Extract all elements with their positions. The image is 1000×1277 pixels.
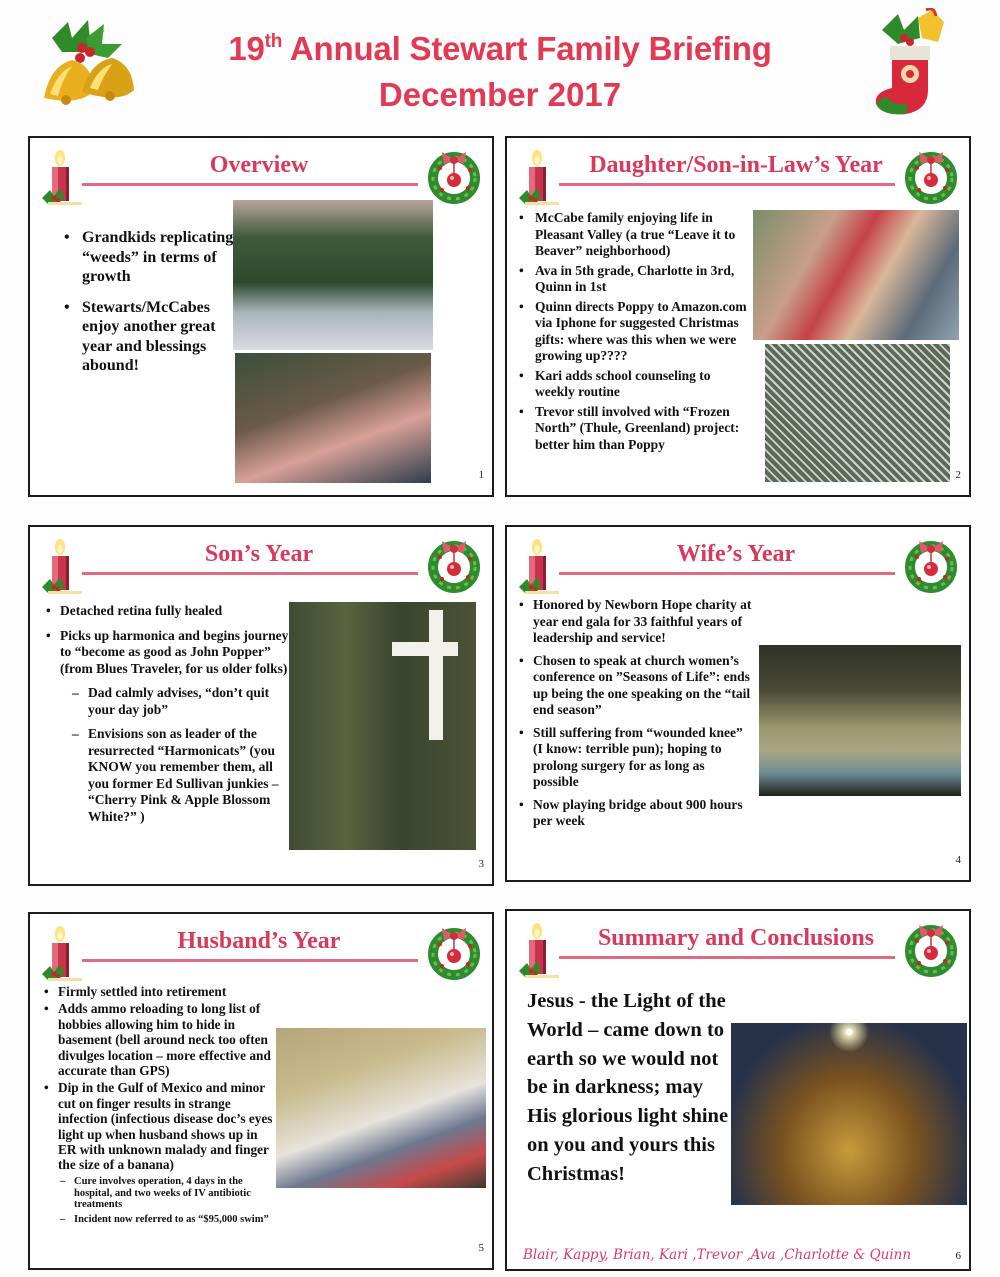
cross-shape xyxy=(392,642,458,656)
wreath-icon xyxy=(426,924,482,980)
sub-bullet-item: – Incident now referred to as “$95,000 swim” xyxy=(42,1214,274,1226)
hospital-bed-with-grandkids-photo xyxy=(276,1028,486,1188)
bullet-item: • Now playing bridge about 900 hours per week xyxy=(517,797,752,830)
bullet-item: • Still suffering from “wounded knee” (I know: terrible pun); hoping to prolong surgery for as long as possible xyxy=(517,725,752,791)
family-signature: Blair, Kappy, Brian, Kari ,Trevor ,Ava ,Charlotte & Quinn xyxy=(523,1247,912,1263)
bullet-item: • Dip in the Gulf of Mexico and minor cut on finger results in strange infection (infectious disease doc’s eyes light up when husband shows up in ER with unknown malady and finger the size of a banana) xyxy=(42,1080,274,1172)
bullet-list xyxy=(44,603,289,833)
bullet-list xyxy=(62,228,242,387)
bullet-item: • McCabe family enjoying life in Pleasant Valley (a true “Leave it to Beaver” neighborhood) xyxy=(517,210,747,260)
document-subtitle: December 2017 xyxy=(378,76,622,113)
bullet-item: • Firmly settled into retirement xyxy=(42,984,274,999)
slide-number: 1 xyxy=(478,469,484,481)
stocking-icon xyxy=(868,8,952,120)
bullet-list xyxy=(517,210,747,456)
slide-title: Daughter/Son-in-Law’s Year xyxy=(589,152,883,178)
candle-icon xyxy=(517,150,565,206)
son-and-mother-with-cross-photo xyxy=(289,602,476,850)
cross-shape xyxy=(429,610,443,740)
slide-daughter-son-in-law-year xyxy=(505,136,971,497)
bullet-item: • Ava in 5th grade, Charlotte in 3rd, Quinn in 1st xyxy=(517,263,747,296)
title-divider xyxy=(82,183,418,186)
wreath-icon xyxy=(426,537,482,593)
couple-at-table-photo xyxy=(235,353,431,483)
slide-husband-year xyxy=(28,912,494,1270)
slide-summary-and-conclusions xyxy=(505,909,971,1271)
title-divider xyxy=(82,572,418,575)
title-divider xyxy=(559,956,895,959)
bullet-item: • Picks up harmonica and begins journey to “become as good as John Popper” (from Blues Traveler, for us older folks) xyxy=(44,628,289,678)
slide-number: 5 xyxy=(478,1242,484,1254)
candle-icon xyxy=(40,926,88,982)
title-divider xyxy=(82,959,418,962)
slide-son-year xyxy=(28,525,494,886)
slide-number: 6 xyxy=(955,1250,961,1262)
sub-bullet-item: – Cure involves operation, 4 days in the hospital, and two weeks of IV antibiotic treatments xyxy=(42,1176,274,1211)
bullet-item: • Grandkids replicating “weeds” in terms of growth xyxy=(62,228,242,287)
bullet-item: • Detached retina fully healed xyxy=(44,603,289,620)
candle-icon xyxy=(517,539,565,595)
slide-number: 2 xyxy=(955,469,961,481)
slide-number: 3 xyxy=(478,858,484,870)
family-portrait-photo xyxy=(753,210,959,340)
slide-overview xyxy=(28,136,494,497)
couple-at-beach-photo xyxy=(233,200,433,350)
bullet-item: • Quinn directs Poppy to Amazon.com via Iphone for suggested Christmas gifts: where was this when we were growing up???? xyxy=(517,299,747,365)
wreath-icon xyxy=(903,537,959,593)
candle-icon xyxy=(40,539,88,595)
bullet-item: • Honored by Newborn Hope charity at year end gala for 33 faithful years of leadership and service! xyxy=(517,597,752,647)
sub-bullet-item: – Envisions son as leader of the resurrected “Harmonicats” (you KNOW you remember them, all you former Ed Sullivan junkies – “Cherry Pink & Apple Blossom White?” ) xyxy=(44,726,289,825)
kids-in-hammock-photo xyxy=(765,344,950,482)
document-title: 19th Annual Stewart Family Briefing xyxy=(228,30,772,67)
slide-title: Wife’s Year xyxy=(676,541,796,567)
bridge-game-photo xyxy=(759,645,961,796)
page-header xyxy=(0,0,1000,125)
bullet-list xyxy=(42,984,274,1228)
candle-icon xyxy=(517,923,565,979)
bullet-item: • Stewarts/McCabes enjoy another great year and blessings abound! xyxy=(62,298,242,376)
slide-title: Son’s Year xyxy=(204,541,314,567)
slide-title: Overview xyxy=(209,152,309,178)
wreath-icon xyxy=(903,148,959,204)
slide-number: 4 xyxy=(955,854,961,866)
wreath-icon xyxy=(903,921,959,977)
slide-title: Husband’s Year xyxy=(177,928,341,954)
candle-icon xyxy=(40,150,88,206)
title-divider xyxy=(559,572,895,575)
sub-bullet-item: – Dad calmly advises, “don’t quit your day job” xyxy=(44,685,289,718)
bullet-item: • Chosen to speak at church women’s conference on ”Seasons of Life”: ends up being the one speaking on the “tail end season” xyxy=(517,653,752,719)
nativity-scene-photo xyxy=(731,1023,967,1205)
slide-wife-year xyxy=(505,525,971,882)
closing-message: Jesus - the Light of the World – came down to earth so we would not be in darkness; may His glorious light shine on you and yours this Christmas! xyxy=(527,990,729,1185)
bullet-item: • Trevor still involved with “Frozen North” (Thule, Greenland) project: better him than Poppy xyxy=(517,404,747,454)
slide-title: Summary and Conclusions xyxy=(597,925,875,951)
wreath-icon xyxy=(426,148,482,204)
title-divider xyxy=(559,183,895,186)
bullet-item: • Adds ammo reloading to long list of hobbies allowing him to hide in basement (bell around neck too often divulges location – more effective and accurate than GPS) xyxy=(42,1001,274,1078)
bullet-list xyxy=(517,597,752,836)
bullet-item: • Kari adds school counseling to weekly routine xyxy=(517,368,747,401)
